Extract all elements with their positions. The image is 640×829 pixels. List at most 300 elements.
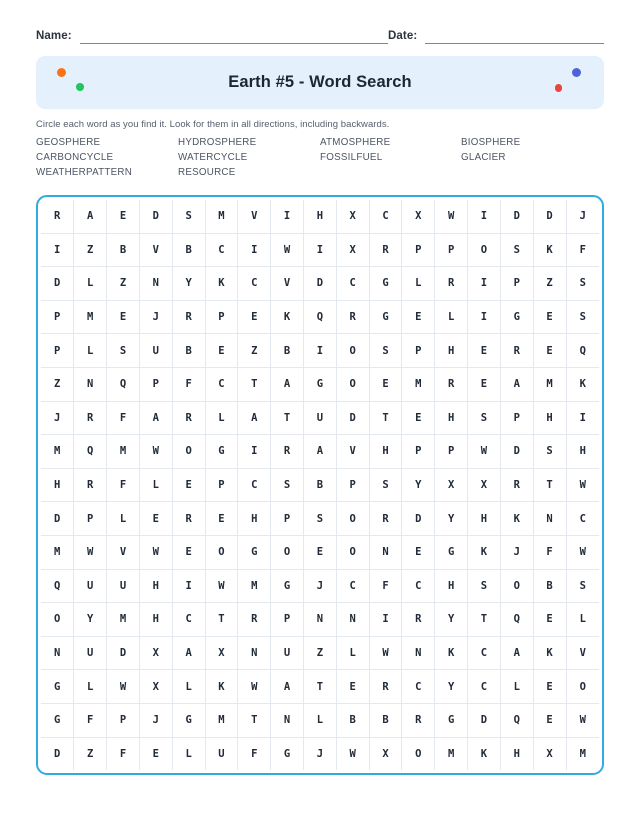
letter-cell[interactable]: D [468, 703, 501, 737]
letter-cell[interactable]: B [271, 334, 304, 368]
letter-cell[interactable]: B [533, 569, 566, 603]
letter-cell[interactable]: H [304, 200, 337, 233]
letter-cell[interactable]: N [139, 267, 172, 301]
letter-cell[interactable]: M [402, 367, 435, 401]
letter-cell[interactable]: A [172, 636, 205, 670]
word-item[interactable]: BIOSPHERE [461, 137, 521, 148]
letter-cell[interactable]: J [41, 401, 74, 435]
letter-cell[interactable]: F [533, 535, 566, 569]
letter-cell[interactable]: K [533, 636, 566, 670]
letter-cell[interactable]: Z [74, 737, 107, 770]
letter-cell[interactable]: M [41, 535, 74, 569]
word-item[interactable]: CARBONCYCLE [36, 152, 114, 163]
letter-cell[interactable]: S [533, 435, 566, 469]
letter-cell[interactable]: Z [41, 367, 74, 401]
letter-cell[interactable]: K [533, 233, 566, 267]
letter-cell[interactable]: Q [500, 703, 533, 737]
letter-cell[interactable]: P [205, 300, 238, 334]
letter-cell[interactable]: F [107, 468, 140, 502]
letter-cell[interactable]: P [205, 468, 238, 502]
letter-cell[interactable]: H [566, 435, 599, 469]
letter-cell[interactable]: C [205, 367, 238, 401]
letter-cell[interactable]: O [500, 569, 533, 603]
letter-cell[interactable]: Y [74, 603, 107, 637]
letter-cell[interactable]: E [533, 300, 566, 334]
letter-cell[interactable]: L [500, 670, 533, 704]
letter-cell[interactable]: R [500, 468, 533, 502]
letter-cell[interactable]: I [172, 569, 205, 603]
letter-cell[interactable]: W [205, 569, 238, 603]
letter-cell[interactable]: V [566, 636, 599, 670]
letter-cell[interactable]: E [139, 502, 172, 536]
letter-cell[interactable]: L [107, 502, 140, 536]
letter-cell[interactable]: L [435, 300, 468, 334]
letter-cell[interactable]: X [336, 233, 369, 267]
letter-cell[interactable]: V [139, 233, 172, 267]
letter-cell[interactable]: Z [107, 267, 140, 301]
letter-cell[interactable]: W [369, 636, 402, 670]
letter-cell[interactable]: T [205, 603, 238, 637]
letter-cell[interactable]: M [533, 367, 566, 401]
letter-cell[interactable]: E [107, 200, 140, 233]
letter-cell[interactable]: B [172, 233, 205, 267]
letter-cell[interactable]: I [41, 233, 74, 267]
letter-cell[interactable]: T [468, 603, 501, 637]
letter-cell[interactable]: P [41, 300, 74, 334]
letter-cell[interactable]: J [139, 703, 172, 737]
letter-cell[interactable]: P [402, 435, 435, 469]
letter-cell[interactable]: F [107, 401, 140, 435]
letter-cell[interactable]: B [369, 703, 402, 737]
word-item[interactable]: FOSSILFUEL [320, 152, 383, 163]
letter-cell[interactable]: M [435, 737, 468, 770]
letter-cell[interactable]: E [369, 367, 402, 401]
word-item[interactable]: HYDROSPHERE [178, 137, 257, 148]
letter-cell[interactable]: F [107, 737, 140, 770]
letter-cell[interactable]: X [435, 468, 468, 502]
letter-cell[interactable]: G [435, 535, 468, 569]
letter-cell[interactable]: S [172, 200, 205, 233]
letter-cell[interactable]: E [402, 401, 435, 435]
letter-cell[interactable]: O [172, 435, 205, 469]
letter-cell[interactable]: X [336, 200, 369, 233]
letter-cell[interactable]: C [172, 603, 205, 637]
letter-cell[interactable]: G [369, 267, 402, 301]
letter-cell[interactable]: H [139, 603, 172, 637]
letter-cell[interactable]: Z [238, 334, 271, 368]
letter-cell[interactable]: X [369, 737, 402, 770]
letter-cell[interactable]: W [435, 200, 468, 233]
letter-cell[interactable]: E [172, 468, 205, 502]
letter-cell[interactable]: W [468, 435, 501, 469]
letter-cell[interactable]: L [304, 703, 337, 737]
letter-cell[interactable]: S [107, 334, 140, 368]
letter-cell[interactable]: L [336, 636, 369, 670]
letter-cell[interactable]: I [238, 435, 271, 469]
letter-cell[interactable]: F [74, 703, 107, 737]
letter-cell[interactable]: S [468, 569, 501, 603]
letter-cell[interactable]: O [402, 737, 435, 770]
letter-cell[interactable]: D [336, 401, 369, 435]
letter-cell[interactable]: P [402, 334, 435, 368]
letter-cell[interactable]: K [566, 367, 599, 401]
letter-cell[interactable]: E [205, 502, 238, 536]
letter-cell[interactable]: U [271, 636, 304, 670]
letter-cell[interactable]: O [205, 535, 238, 569]
letter-cell[interactable]: Z [533, 267, 566, 301]
letter-cell[interactable]: A [500, 636, 533, 670]
letter-cell[interactable]: E [139, 737, 172, 770]
letter-cell[interactable]: C [468, 636, 501, 670]
letter-cell[interactable]: U [205, 737, 238, 770]
letter-cell[interactable]: A [500, 367, 533, 401]
letter-cell[interactable]: Q [566, 334, 599, 368]
letter-cell[interactable]: C [238, 468, 271, 502]
word-item[interactable]: WATERCYCLE [178, 152, 248, 163]
letter-cell[interactable]: P [41, 334, 74, 368]
letter-cell[interactable]: M [41, 435, 74, 469]
letter-cell[interactable]: A [74, 200, 107, 233]
word-item[interactable]: WEATHERPATTERN [36, 167, 133, 178]
letter-cell[interactable]: S [304, 502, 337, 536]
letter-cell[interactable]: H [435, 334, 468, 368]
letter-cell[interactable]: C [336, 267, 369, 301]
letter-cell[interactable]: T [271, 401, 304, 435]
letter-cell[interactable]: R [435, 267, 468, 301]
letter-cell[interactable]: W [566, 468, 599, 502]
letter-cell[interactable]: H [468, 502, 501, 536]
letter-cell[interactable]: K [468, 535, 501, 569]
letter-cell[interactable]: U [74, 569, 107, 603]
letter-cell[interactable]: K [205, 670, 238, 704]
letter-cell[interactable]: D [41, 267, 74, 301]
letter-cell[interactable]: S [369, 334, 402, 368]
letter-cell[interactable]: X [468, 468, 501, 502]
letter-cell[interactable]: J [304, 737, 337, 770]
letter-cell[interactable]: X [205, 636, 238, 670]
word-item[interactable]: RESOURCE [178, 167, 236, 178]
letter-cell[interactable]: L [402, 267, 435, 301]
word-item[interactable]: GLACIER [461, 152, 506, 163]
letter-cell[interactable]: R [402, 603, 435, 637]
letter-cell[interactable]: Q [107, 367, 140, 401]
letter-cell[interactable]: Z [304, 636, 337, 670]
letter-cell[interactable]: E [304, 535, 337, 569]
letter-cell[interactable]: E [172, 535, 205, 569]
letter-cell[interactable]: O [566, 670, 599, 704]
letter-cell[interactable]: X [139, 636, 172, 670]
letter-cell[interactable]: K [435, 636, 468, 670]
letter-cell[interactable]: E [107, 300, 140, 334]
letter-cell[interactable]: O [336, 334, 369, 368]
letter-cell[interactable]: G [205, 435, 238, 469]
letter-cell[interactable]: W [107, 670, 140, 704]
letter-cell[interactable]: G [304, 367, 337, 401]
letter-cell[interactable]: L [566, 603, 599, 637]
letter-cell[interactable]: J [139, 300, 172, 334]
letter-cell[interactable]: T [369, 401, 402, 435]
letter-cell[interactable]: G [41, 703, 74, 737]
letter-cell[interactable]: S [369, 468, 402, 502]
letter-cell[interactable]: R [271, 435, 304, 469]
name-input-line[interactable] [80, 30, 388, 44]
letter-cell[interactable]: H [500, 737, 533, 770]
letter-cell[interactable]: Y [402, 468, 435, 502]
letter-cell[interactable]: H [238, 502, 271, 536]
letter-cell[interactable]: X [402, 200, 435, 233]
letter-cell[interactable]: C [369, 200, 402, 233]
letter-cell[interactable]: C [205, 233, 238, 267]
letter-cell[interactable]: Z [74, 233, 107, 267]
letter-cell[interactable]: R [41, 200, 74, 233]
letter-cell[interactable]: N [238, 636, 271, 670]
letter-cell[interactable]: A [139, 401, 172, 435]
letter-cell[interactable]: W [238, 670, 271, 704]
letter-cell[interactable]: M [74, 300, 107, 334]
letter-cell[interactable]: L [172, 737, 205, 770]
letter-cell[interactable]: U [139, 334, 172, 368]
letter-cell[interactable]: N [304, 603, 337, 637]
letter-cell[interactable]: R [336, 300, 369, 334]
letter-cell[interactable]: E [468, 367, 501, 401]
letter-cell[interactable]: G [500, 300, 533, 334]
letter-cell[interactable]: I [468, 267, 501, 301]
letter-cell[interactable]: P [336, 468, 369, 502]
letter-cell[interactable]: K [205, 267, 238, 301]
letter-cell[interactable]: C [468, 670, 501, 704]
letter-cell[interactable]: R [435, 367, 468, 401]
letter-cell[interactable]: H [41, 468, 74, 502]
letter-cell[interactable]: B [304, 468, 337, 502]
letter-cell[interactable]: D [41, 737, 74, 770]
letter-cell[interactable]: G [238, 535, 271, 569]
letter-cell[interactable]: B [107, 233, 140, 267]
letter-cell[interactable]: D [500, 435, 533, 469]
letter-cell[interactable]: E [468, 334, 501, 368]
letter-cell[interactable]: N [336, 603, 369, 637]
letter-cell[interactable]: F [369, 569, 402, 603]
letter-cell[interactable]: F [238, 737, 271, 770]
letter-cell[interactable]: H [435, 401, 468, 435]
letter-cell[interactable]: H [435, 569, 468, 603]
letter-cell[interactable]: S [566, 267, 599, 301]
letter-cell[interactable]: P [271, 603, 304, 637]
letter-cell[interactable]: E [205, 334, 238, 368]
letter-cell[interactable]: S [566, 569, 599, 603]
letter-cell[interactable]: L [205, 401, 238, 435]
letter-cell[interactable]: R [172, 502, 205, 536]
letter-cell[interactable]: D [41, 502, 74, 536]
letter-cell[interactable]: Q [74, 435, 107, 469]
letter-cell[interactable]: Y [435, 502, 468, 536]
letter-cell[interactable]: K [468, 737, 501, 770]
letter-cell[interactable]: R [402, 703, 435, 737]
letter-cell[interactable]: B [336, 703, 369, 737]
letter-cell[interactable]: I [468, 300, 501, 334]
letter-cell[interactable]: N [369, 535, 402, 569]
letter-cell[interactable]: D [402, 502, 435, 536]
letter-cell[interactable]: H [139, 569, 172, 603]
letter-cell[interactable]: P [107, 703, 140, 737]
letter-cell[interactable]: N [271, 703, 304, 737]
letter-cell[interactable]: R [172, 300, 205, 334]
letter-cell[interactable]: X [533, 737, 566, 770]
letter-cell[interactable]: N [74, 367, 107, 401]
letter-cell[interactable]: G [435, 703, 468, 737]
letter-cell[interactable]: Y [435, 670, 468, 704]
letter-cell[interactable]: I [566, 401, 599, 435]
letter-cell[interactable]: F [566, 233, 599, 267]
letter-cell[interactable]: B [172, 334, 205, 368]
letter-cell[interactable]: W [139, 535, 172, 569]
letter-cell[interactable]: R [500, 334, 533, 368]
letter-cell[interactable]: P [500, 401, 533, 435]
letter-cell[interactable]: D [500, 200, 533, 233]
letter-cell[interactable]: X [139, 670, 172, 704]
letter-cell[interactable]: V [271, 267, 304, 301]
word-item[interactable]: GEOSPHERE [36, 137, 101, 148]
letter-cell[interactable]: R [74, 401, 107, 435]
letter-cell[interactable]: A [304, 435, 337, 469]
letter-cell[interactable]: S [271, 468, 304, 502]
word-item[interactable]: ATMOSPHERE [320, 137, 391, 148]
letter-cell[interactable]: M [205, 200, 238, 233]
letter-cell[interactable]: E [533, 334, 566, 368]
letter-cell[interactable]: R [238, 603, 271, 637]
letter-cell[interactable]: R [172, 401, 205, 435]
letter-cell[interactable]: J [500, 535, 533, 569]
letter-cell[interactable]: W [566, 535, 599, 569]
letter-cell[interactable]: C [336, 569, 369, 603]
letter-cell[interactable]: E [533, 670, 566, 704]
letter-cell[interactable]: P [139, 367, 172, 401]
letter-cell[interactable]: V [336, 435, 369, 469]
letter-cell[interactable]: G [172, 703, 205, 737]
letter-cell[interactable]: I [238, 233, 271, 267]
letter-cell[interactable]: K [271, 300, 304, 334]
letter-cell[interactable]: C [402, 569, 435, 603]
letter-cell[interactable]: G [271, 569, 304, 603]
letter-cell[interactable]: A [238, 401, 271, 435]
letter-cell[interactable]: O [41, 603, 74, 637]
letter-cell[interactable]: L [74, 670, 107, 704]
letter-cell[interactable]: N [41, 636, 74, 670]
letter-cell[interactable]: N [533, 502, 566, 536]
letter-cell[interactable]: U [107, 569, 140, 603]
letter-cell[interactable]: R [369, 502, 402, 536]
letter-cell[interactable]: E [336, 670, 369, 704]
letter-cell[interactable]: R [369, 670, 402, 704]
letter-cell[interactable]: H [369, 435, 402, 469]
letter-cell[interactable]: M [205, 703, 238, 737]
letter-cell[interactable]: P [500, 267, 533, 301]
letter-cell[interactable]: C [402, 670, 435, 704]
letter-cell[interactable]: G [271, 737, 304, 770]
letter-cell[interactable]: W [336, 737, 369, 770]
letter-cell[interactable]: O [468, 233, 501, 267]
letter-cell[interactable]: U [74, 636, 107, 670]
letter-cell[interactable]: Y [435, 603, 468, 637]
word-search-grid[interactable] [36, 195, 604, 775]
letter-cell[interactable]: E [402, 535, 435, 569]
letter-cell[interactable]: D [304, 267, 337, 301]
letter-cell[interactable]: D [533, 200, 566, 233]
letter-cell[interactable]: F [172, 367, 205, 401]
letter-cell[interactable]: G [369, 300, 402, 334]
letter-cell[interactable]: P [271, 502, 304, 536]
letter-cell[interactable]: O [336, 502, 369, 536]
date-input-line[interactable] [425, 30, 604, 44]
letter-cell[interactable]: J [566, 200, 599, 233]
letter-cell[interactable]: M [566, 737, 599, 770]
letter-cell[interactable]: Q [41, 569, 74, 603]
letter-cell[interactable]: J [304, 569, 337, 603]
letter-cell[interactable]: Y [172, 267, 205, 301]
letter-cell[interactable]: L [74, 334, 107, 368]
letter-cell[interactable]: N [402, 636, 435, 670]
letter-cell[interactable]: K [500, 502, 533, 536]
letter-cell[interactable]: E [533, 703, 566, 737]
letter-cell[interactable]: I [369, 603, 402, 637]
letter-cell[interactable]: V [107, 535, 140, 569]
letter-cell[interactable]: T [304, 670, 337, 704]
letter-cell[interactable]: W [74, 535, 107, 569]
letter-cell[interactable]: W [271, 233, 304, 267]
letter-cell[interactable]: S [500, 233, 533, 267]
letter-cell[interactable]: E [402, 300, 435, 334]
letter-cell[interactable]: Q [304, 300, 337, 334]
letter-cell[interactable]: P [402, 233, 435, 267]
letter-cell[interactable]: C [566, 502, 599, 536]
letter-cell[interactable]: H [533, 401, 566, 435]
letter-cell[interactable]: W [566, 703, 599, 737]
letter-cell[interactable]: M [238, 569, 271, 603]
letter-cell[interactable]: A [271, 670, 304, 704]
letter-cell[interactable]: O [336, 535, 369, 569]
letter-cell[interactable]: R [74, 468, 107, 502]
letter-cell[interactable]: P [435, 435, 468, 469]
letter-cell[interactable]: O [336, 367, 369, 401]
letter-cell[interactable]: O [271, 535, 304, 569]
letter-cell[interactable]: W [139, 435, 172, 469]
letter-cell[interactable]: U [304, 401, 337, 435]
letter-cell[interactable]: L [172, 670, 205, 704]
letter-cell[interactable]: Q [500, 603, 533, 637]
letter-cell[interactable]: T [238, 367, 271, 401]
letter-cell[interactable]: D [107, 636, 140, 670]
letter-cell[interactable]: E [238, 300, 271, 334]
letter-cell[interactable]: L [139, 468, 172, 502]
letter-cell[interactable]: D [139, 200, 172, 233]
letter-cell[interactable]: C [238, 267, 271, 301]
letter-cell[interactable]: I [304, 233, 337, 267]
letter-cell[interactable]: I [304, 334, 337, 368]
letter-cell[interactable]: I [271, 200, 304, 233]
letter-cell[interactable]: L [74, 267, 107, 301]
letter-cell[interactable]: G [41, 670, 74, 704]
letter-cell[interactable]: M [107, 435, 140, 469]
letter-cell[interactable]: T [533, 468, 566, 502]
letter-cell[interactable]: R [369, 233, 402, 267]
letter-cell[interactable]: S [468, 401, 501, 435]
letter-cell[interactable]: E [533, 603, 566, 637]
letter-cell[interactable]: M [107, 603, 140, 637]
letter-cell[interactable]: A [271, 367, 304, 401]
letter-cell[interactable]: T [238, 703, 271, 737]
letter-cell[interactable]: V [238, 200, 271, 233]
letter-cell[interactable]: P [74, 502, 107, 536]
letter-cell[interactable]: S [566, 300, 599, 334]
